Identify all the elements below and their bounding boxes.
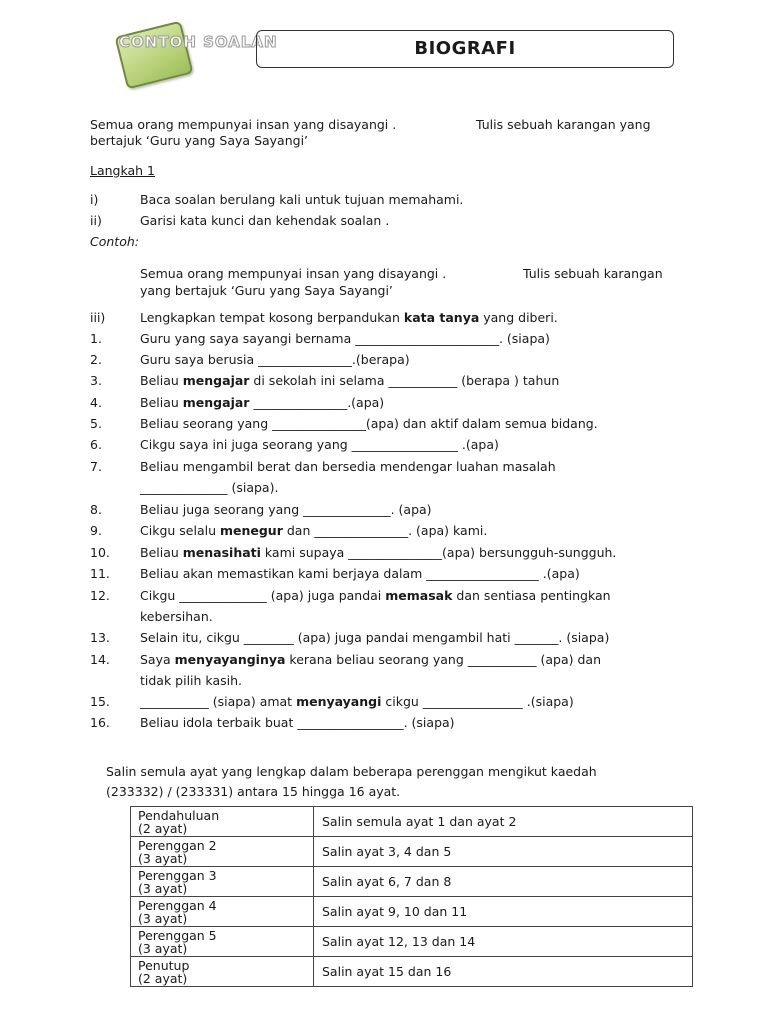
- list-item: 13. Selain itu, cikgu ________ (apa) juga pandai mengambil hati _______. (siapa): [90, 630, 610, 645]
- instruction-number: ii): [90, 213, 102, 228]
- list-item: tidak pilih kasih.: [140, 673, 242, 688]
- blank-line: _______: [514, 630, 559, 645]
- title-box: [256, 30, 674, 68]
- list-item: 14. Saya menyayanginya kerana beliau seorang yang ___________ (apa) dan: [90, 652, 601, 667]
- blank-line: _______________________: [355, 331, 499, 346]
- table-row: Perenggan 4 (3 ayat) Salin ayat 9, 10 dan 11: [131, 897, 693, 927]
- blank-line: _______________: [314, 523, 409, 538]
- list-item: 11. Beliau akan memastikan kami berjaya dalam __________________ .(apa): [90, 566, 580, 581]
- table-row: Perenggan 5 (3 ayat) Salin ayat 12, 13 dan 14: [131, 927, 693, 957]
- blank-line: _______________: [253, 395, 348, 410]
- paragraph-plan-table: [130, 806, 693, 987]
- instruction-text: Lengkapkan tempat kosong berpandukan kata tanya yang diberi.: [140, 310, 558, 325]
- instruction-row: [90, 213, 700, 231]
- table-row: Perenggan 3 (3 ayat) Salin ayat 6, 7 dan 8: [131, 867, 693, 897]
- intro-line-1a: Semua orang mempunyai insan yang disayangi .: [90, 117, 397, 132]
- list-item: 9. Cikgu selalu menegur dan _______________. (apa) kami.: [90, 523, 488, 538]
- blank-line: ___________: [140, 694, 209, 709]
- instruction-number: iii): [90, 310, 106, 325]
- instruction-number: i): [90, 192, 99, 207]
- list-item: ______________ (siapa).: [140, 480, 279, 495]
- blank-line: _______________: [272, 416, 366, 431]
- list-item: 16. Beliau idola terbaik buat _________________. (siapa): [90, 715, 455, 730]
- badge: [92, 18, 282, 78]
- table-row: Perenggan 2 (3 ayat) Salin ayat 3, 4 dan 5: [131, 837, 693, 867]
- blank-line: ________________: [422, 694, 523, 709]
- blank-line: _______________: [348, 545, 443, 560]
- instruction-row: [90, 310, 700, 328]
- step-heading: Langkah 1: [90, 163, 156, 178]
- table-row: Pendahuluan (2 ayat) Salin semula ayat 1 dan ayat 2: [131, 807, 693, 837]
- list-item: 15. ___________ (siapa) amat menyayangi cikgu ________________ .(siapa): [90, 694, 574, 709]
- list-item: 2. Guru saya berusia _______________.(berapa): [90, 352, 410, 367]
- blank-line: ___________: [388, 373, 458, 388]
- blank-line: _________________: [351, 437, 458, 452]
- blank-line: _________________: [297, 715, 404, 730]
- example-label: Contoh:: [90, 234, 139, 249]
- example-line-1b: Tulis sebuah karangan: [523, 266, 663, 281]
- table-row: Penutup (2 ayat) Salin ayat 15 dan 16: [131, 957, 693, 987]
- copy-instruction-line-1: Salin semula ayat yang lengkap dalam beberapa perenggan mengikut kaedah: [106, 764, 597, 779]
- list-item: 7. Beliau mengambil berat dan bersedia mendengar luahan masalah: [90, 459, 556, 474]
- badge-label: CONTOH SOALAN: [119, 33, 278, 51]
- list-item: 6. Cikgu saya ini juga seorang yang _________________ .(apa): [90, 437, 499, 452]
- green-card-decoration: [114, 21, 193, 90]
- intro-line-2: bertajuk ‘Guru yang Saya Sayangi’: [90, 133, 309, 148]
- instruction-text: Baca soalan berulang kali untuk tujuan memahami.: [140, 192, 464, 207]
- blank-line: __________________: [426, 566, 539, 581]
- example-line-2: yang bertajuk ‘Guru yang Saya Sayangi’: [140, 283, 393, 298]
- list-item: 12. Cikgu ______________ (apa) juga pandai memasak dan sentiasa pentingkan: [90, 588, 611, 603]
- list-item: 10. Beliau menasihati kami supaya _______________(apa) bersungguh-sungguh.: [90, 545, 617, 560]
- intro-line-1b: Tulis sebuah karangan yang: [476, 117, 651, 132]
- list-item: kebersihan.: [140, 609, 213, 624]
- blank-line: ________: [243, 630, 294, 645]
- instruction-row: [90, 192, 700, 210]
- list-item: 1. Guru yang saya sayangi bernama _______________________. (siapa): [90, 331, 550, 346]
- blank-line: ___________: [467, 652, 537, 667]
- list-item: 5. Beliau seorang yang _______________(apa) dan aktif dalam semua bidang.: [90, 416, 598, 431]
- list-item: 4. Beliau mengajar _______________.(apa): [90, 395, 385, 410]
- list-item: 3. Beliau mengajar di sekolah ini selama ___________ (berapa ) tahun: [90, 373, 560, 388]
- blank-line: ______________: [179, 588, 267, 603]
- blank-line: ______________: [140, 480, 228, 495]
- copy-instruction-line-2: (233332) / (233331) antara 15 hingga 16 ayat.: [106, 784, 401, 799]
- blank-line: _______________: [258, 352, 352, 367]
- example-line-1a: Semua orang mempunyai insan yang disayangi .: [140, 266, 447, 281]
- instruction-text: Garisi kata kunci dan kehendak soalan .: [140, 213, 390, 228]
- blank-line: ______________: [303, 502, 391, 517]
- page-title: BIOGRAFI: [414, 38, 516, 59]
- list-item: 8. Beliau juga seorang yang ______________. (apa): [90, 502, 432, 517]
